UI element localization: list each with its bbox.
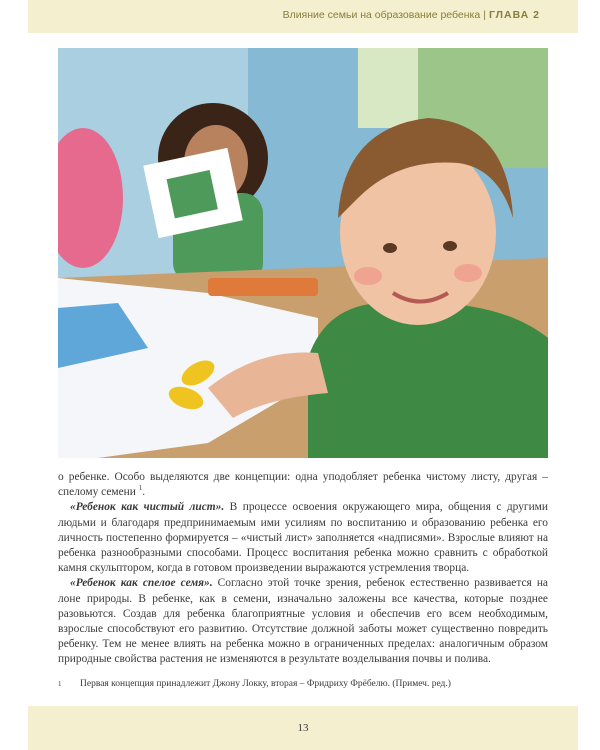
paragraph-clean-sheet-text: В процессе освоения окружающего мира, общения с другими людьми и благодаря предпринимаемым ими усилиям по воспитанию и образованию ребенка его личность постепенно формируется – «чистый лист» заполняется «надписями». Взрослые влияют на ребенка разнообразными способами. Процесс воспитания ребенка можно сравнить с обработкой камня скульптором, когда в готовом произведении выражаются устремления творца. (58, 501, 548, 575)
photo-illustration (58, 48, 548, 458)
term-clean-sheet: «Ребенок как чистый лист». (70, 501, 225, 514)
footnote-text: Первая концепция принадлежит Джону Локку, вторая – Фридриху Фрёбелю. (Примеч. ред.) (80, 679, 451, 689)
header-band (28, 0, 578, 33)
chapter-label: ГЛАВА 2 (488, 9, 540, 21)
term-ripe-seed: «Ребенок как спелое семя». (70, 577, 213, 590)
paragraph-intro-end: . (142, 486, 146, 499)
paragraph-clean-sheet (58, 500, 548, 576)
page-number: 13 (297, 722, 309, 734)
running-title: Влияние семьи на образование ребенка (282, 9, 481, 21)
classroom-photo (58, 48, 548, 458)
paragraph-ripe-seed (58, 576, 548, 667)
footnote (58, 678, 548, 690)
running-head (283, 9, 540, 21)
footnote-ref[interactable]: 1 (138, 484, 143, 493)
body-text (58, 470, 548, 668)
footer-band (28, 706, 578, 750)
paragraph-intro (58, 470, 548, 500)
paragraph-ripe-seed-text: Согласно этой точке зрения, ребенок естественно развивается на лоне природы. В ребенке, как в семени, изначально заложены все качества, которые позднее разовьются. Создав для ребенка благоприятные условия и обеспечив его всем необходимым, взрослые способствуют его развитию. Отсутствие должной заботы может существенно повредить ребенку. Тем не менее влиять на ребенка можно в ограниченных пределах: аналогичным образом природные свойства растения не изменяются в результате возделывания почвы и полива. (58, 577, 548, 666)
running-head-separator: | (483, 9, 486, 21)
paragraph-intro-text: о ребенке. Особо выделяются две концепции: одна уподобляет ребенка чистому листу, другая – спелому семени (58, 471, 548, 499)
footnote-mark: 1 (58, 680, 62, 688)
